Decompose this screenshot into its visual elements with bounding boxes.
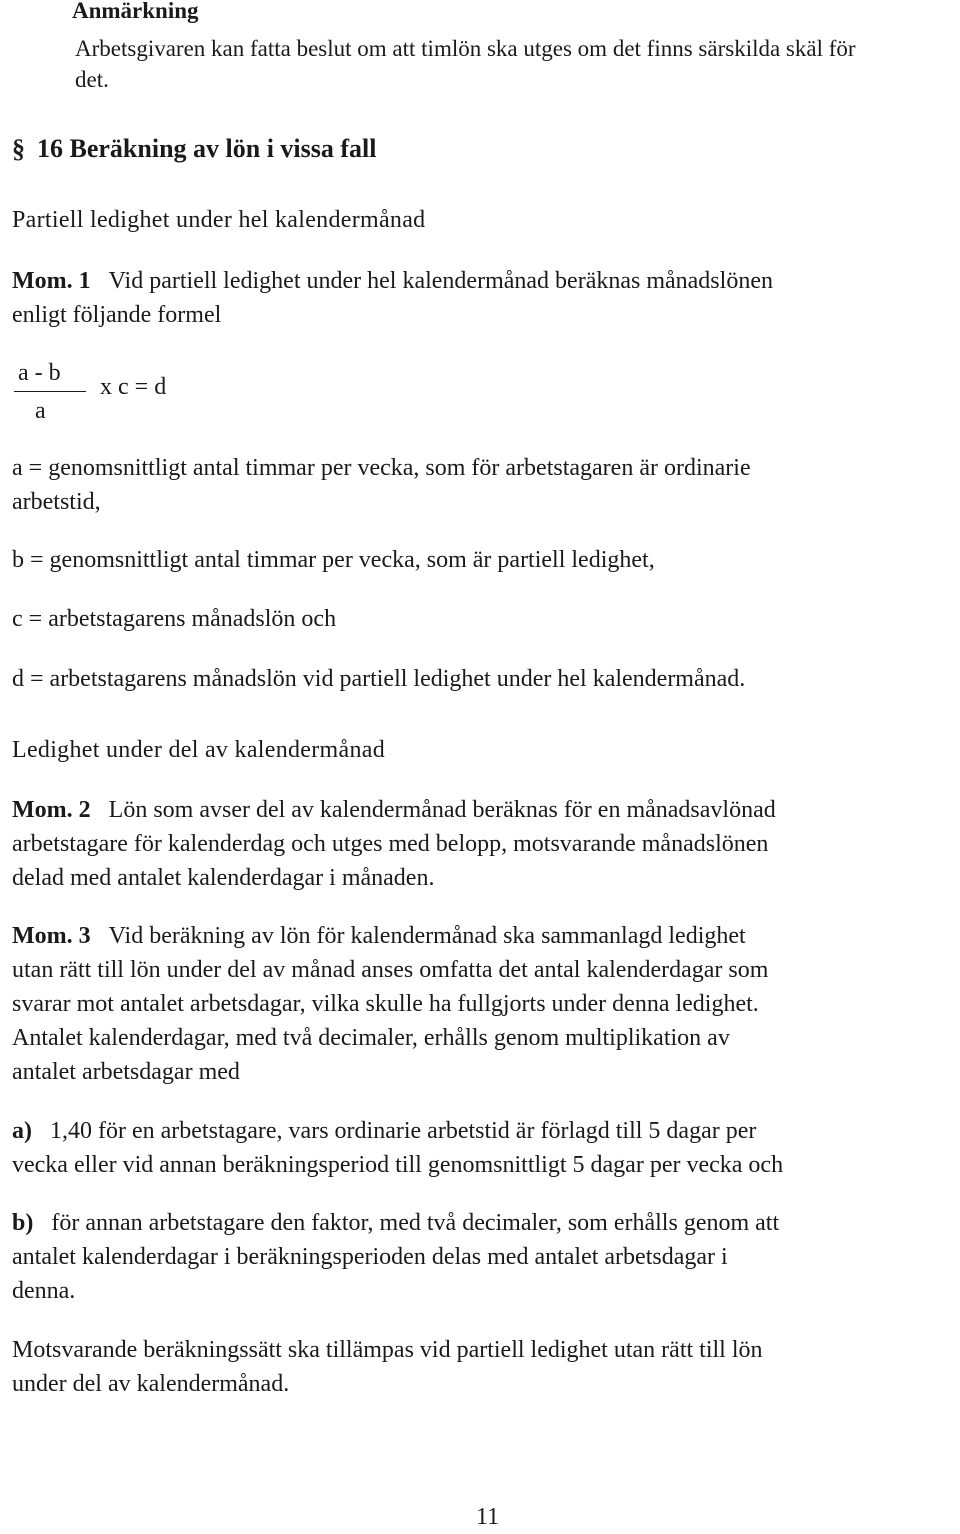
note-text-line-1: Arbetsgivaren kan fatta beslut om att timlön ska utges om det finns särskilda skäl för [75,36,856,61]
mom3-text: Vid beräkning av lön för kalendermånad ska sammanlagd ledighet [108,923,746,949]
definition-b: b = genomsnittligt antal timmar per vecka, som är partiell ledighet, [12,547,655,573]
mom1-line-2: enligt följande formel [12,302,222,328]
mom2-line-1 [12,793,776,827]
paragraph-sign: § [12,134,25,163]
formula-fraction-bar [14,391,86,392]
mom3-line-5: antalet arbetsdagar med [12,1059,240,1085]
definition-d: d = arbetstagarens månadslön vid partiell ledighet under hel kalendermånad. [12,666,746,692]
formula-rest: x c = d [100,374,167,400]
definition-c: c = arbetstagarens månadslön och [12,606,337,632]
section-heading-text: 16 Beräkning av lön i vissa fall [37,134,377,163]
mom2-line-3: delad med antalet kalenderdagar i månaden. [12,865,435,891]
item-b-line-2: antalet kalenderdagar i beräkningsperioden delas med antalet arbetsdagar i [12,1244,728,1270]
mom1-text: Vid partiell ledighet under hel kalendermånad beräknas månadslönen [108,268,773,294]
subheading-partial-full-month: Partiell ledighet under hel kalendermånad [12,207,426,233]
item-b-line-1 [12,1206,779,1240]
item-a-line-2: vecka eller vid annan beräkningsperiod till genomsnittligt 5 dagar per vecka och [12,1152,784,1178]
mom3-line-1 [12,919,746,953]
mom3-line-3: svarar mot antalet arbetsdagar, vilka skulle ha fullgjorts under denna ledighet. [12,991,759,1017]
item-b-text: för annan arbetstagare den faktor, med två decimaler, som erhålls genom att [51,1210,780,1236]
definition-a-line-2: arbetstid, [12,489,101,515]
item-a-text: 1,40 för en arbetstagare, vars ordinarie arbetstid är förlagd till 5 dagar per [50,1118,757,1144]
note-title: Anmärkning [72,0,199,23]
mom3-line-4: Antalet kalenderdagar, med två decimaler, erhålls genom multiplikation av [12,1025,730,1051]
mom2-line-2: arbetstagare för kalenderdag och utges med belopp, motsvarande månadslönen [12,831,769,857]
item-a-line-1 [12,1114,756,1148]
page-number: 11 [476,1504,500,1530]
section-heading [12,132,377,166]
definition-a-line-1: a = genomsnittligt antal timmar per vecka, som för arbetstagaren är ordinarie [12,455,751,481]
mom3-label: Mom. 3 [12,923,91,949]
mom1-line-1 [12,264,773,298]
item-b-line-3: denna. [12,1278,76,1304]
closing-line-2: under del av kalendermånad. [12,1371,290,1397]
mom2-text: Lön som avser del av kalendermånad beräknas för en månadsavlönad [108,797,776,823]
item-b-label: b) [12,1210,34,1236]
formula-denominator: a [35,398,46,424]
note-text-line-2: det. [75,67,109,92]
mom2-label: Mom. 2 [12,797,91,823]
closing-line-1: Motsvarande beräkningssätt ska tillämpas vid partiell ledighet utan rätt till lön [12,1337,763,1363]
formula-numerator: a - b [18,360,61,386]
subheading-partial-month: Ledighet under del av kalendermånad [12,737,386,763]
mom3-line-2: utan rätt till lön under del av månad anses omfatta det antal kalenderdagar som [12,957,769,983]
item-a-label: a) [12,1118,32,1144]
mom1-label: Mom. 1 [12,268,91,294]
